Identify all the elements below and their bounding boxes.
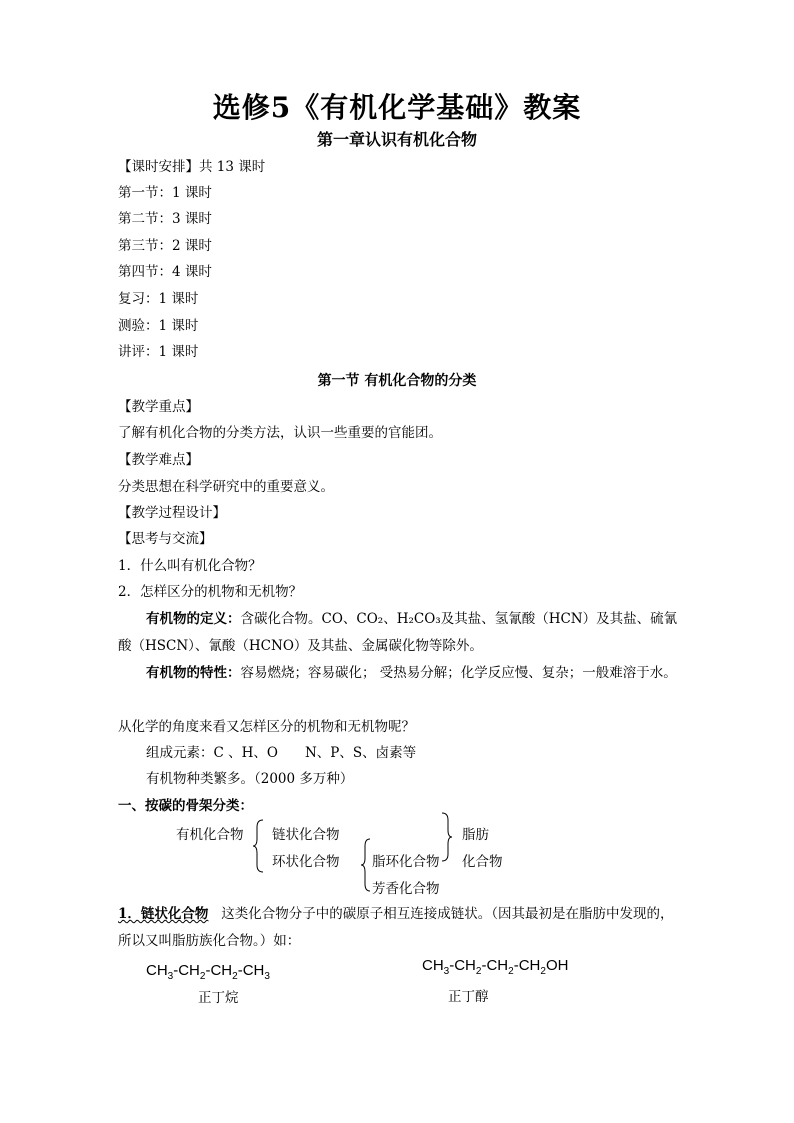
tree-root: 有机化合物 — [176, 827, 244, 843]
schedule-item: 第四节：4 课时 — [118, 264, 212, 280]
brace-left-1 — [253, 819, 265, 873]
chapter-title: 第一章认识有机化合物 — [316, 130, 477, 149]
key-points-label: 【教学重点】 — [118, 399, 199, 415]
discuss-label: 【思考与交流】 — [118, 531, 213, 547]
design-label: 【教学过程设计】 — [118, 505, 226, 521]
name-butanol: 正丁醇 — [448, 989, 489, 1005]
schedule-item: 第一节：1 课时 — [118, 185, 212, 201]
chain-text: 这类化合物分子中的碳原子相互连接成链状。（因其最初是在脂肪中发现的，所以又叫脂肪族化合物。）如： — [118, 906, 674, 949]
difficulty-label: 【教学难点】 — [118, 452, 199, 468]
tree-aromatic: 芳香化合物 — [372, 881, 440, 897]
classify-title: 一、按碳的骨架分类： — [118, 798, 253, 814]
key-points-text: 了解有机化合物的分类方法，认识一些重要的官能团。 — [118, 425, 442, 441]
section-title: 第一节 有机化合物的分类 — [317, 373, 477, 389]
properties-label: 有机物的特性： — [146, 665, 241, 681]
chain-label: 1．链状化合物 — [118, 906, 209, 922]
properties-paragraph — [118, 660, 678, 687]
question-2: 2．怎样区分的机物和无机物？ — [118, 584, 303, 600]
tree-compound: 化合物 — [462, 854, 503, 870]
schedule-header: 【课时安排】共 13 课时 — [118, 159, 266, 175]
definition-text: 含碳化合物。CO、CO₂、H₂CO₃及其盐、氢氰酸（HCN）及其盐、硫氰酸（HSCN）、氰酸（HCNO）及其盐、金属碳化物等除外。 — [118, 611, 678, 654]
name-butane: 正丁烷 — [198, 990, 239, 1006]
brace-right — [441, 812, 453, 862]
page-title: 选修5《有机化学基础》教案 — [212, 91, 582, 124]
tree-alicyclic: 脂环化合物 — [372, 854, 440, 870]
tree-chain: 链状化合物 — [272, 827, 340, 843]
difficulty-text: 分类思想在科学研究中的重要意义。 — [118, 479, 334, 495]
schedule-item: 测验：1 课时 — [118, 318, 199, 334]
properties-text: 容易燃烧；容易碳化； 受热易分解；化学反应慢、复杂；一般难溶于水。 — [240, 665, 677, 681]
definition-label: 有机物的定义： — [146, 611, 241, 627]
definition-paragraph — [118, 606, 678, 660]
brace-left-2 — [361, 838, 371, 892]
elements-line: 组成元素：C 、H、O N、P、S、卤素等 — [146, 745, 417, 761]
variety-line: 有机物种类繁多。（2000 多万种） — [146, 771, 354, 787]
schedule-item: 第二节：3 课时 — [118, 211, 212, 227]
formula-butane: $CH_3-CH_2-CH_2-CH_3$ — [146, 962, 270, 982]
formula-butanol: $CH_3-CH_2-CH_2-CH_2OH$ — [422, 957, 569, 977]
schedule-item: 第三节：2 课时 — [118, 238, 212, 254]
chain-paragraph — [118, 901, 678, 955]
schedule-item: 讲评：1 课时 — [118, 344, 199, 360]
tree-ring: 环状化合物 — [272, 854, 340, 870]
question-1: 1．什么叫有机化合物？ — [118, 558, 262, 574]
question-3: 从化学的角度来看又怎样区分的机物和无机物呢？ — [118, 719, 415, 735]
schedule-item: 复习：1 课时 — [118, 291, 199, 307]
tree-fat: 脂肪 — [462, 827, 489, 843]
